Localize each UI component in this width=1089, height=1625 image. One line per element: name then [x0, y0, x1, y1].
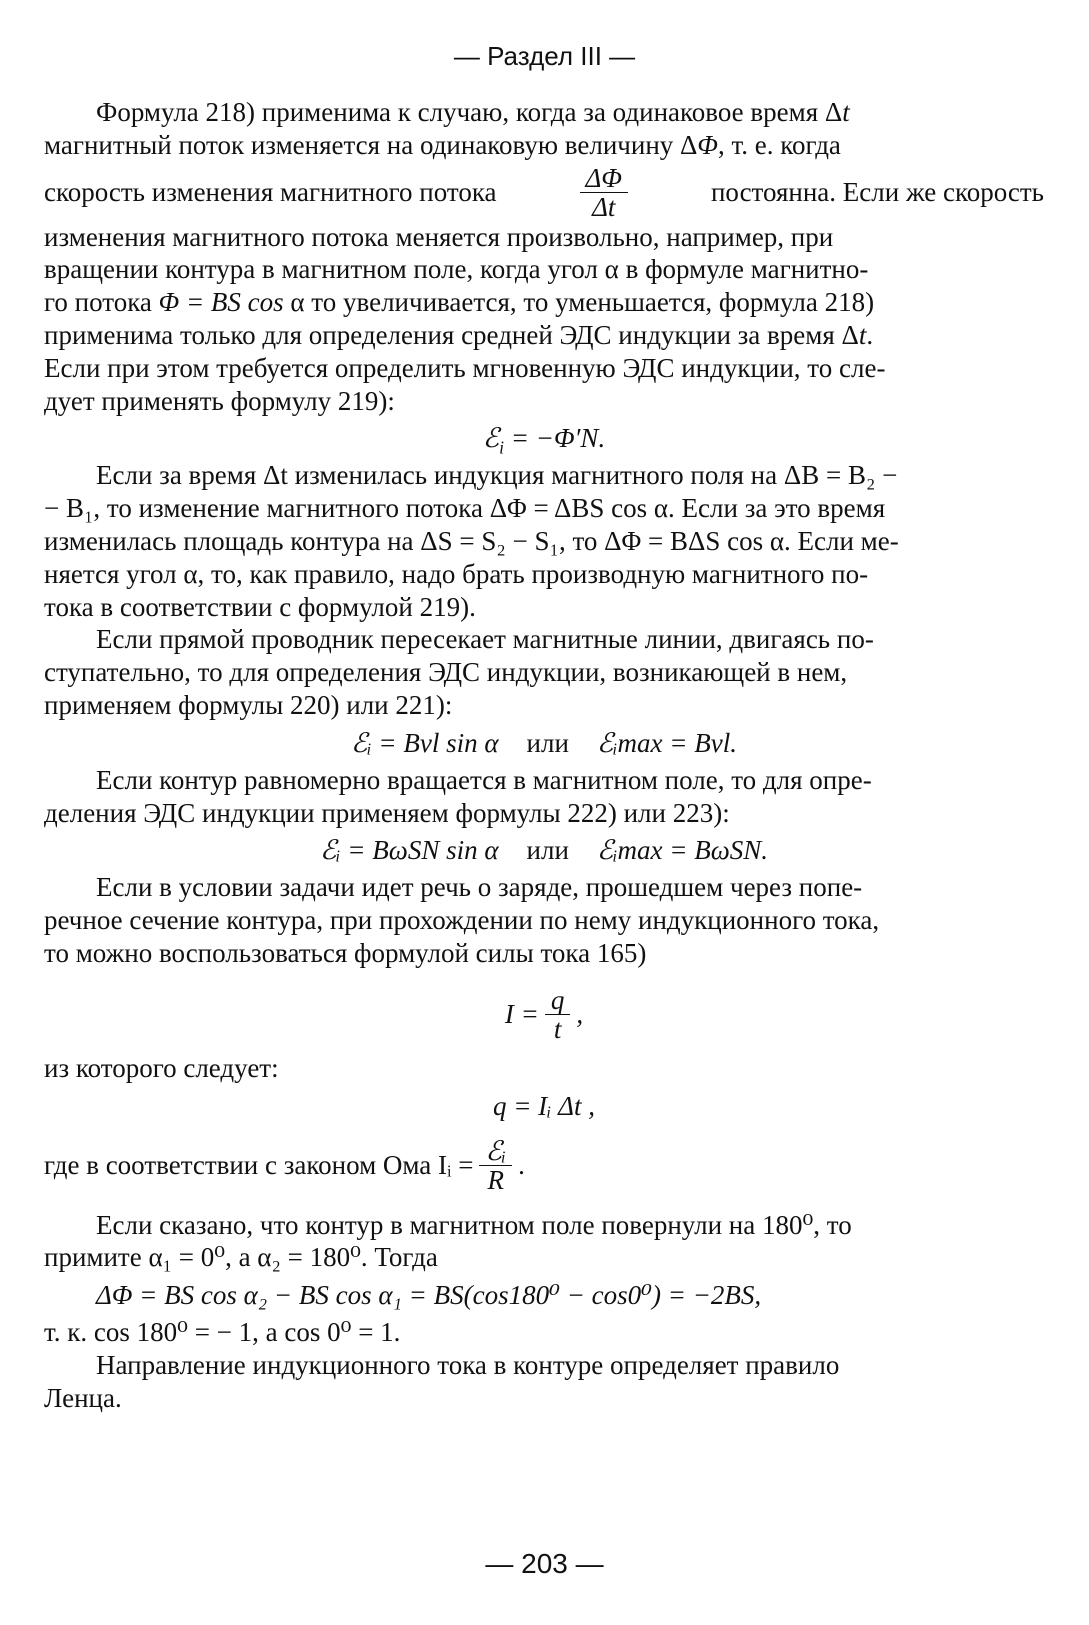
- paragraph-line: из которого следует:: [44, 1052, 279, 1083]
- paragraph-line: применяем формулы 220) или 221):: [44, 689, 453, 720]
- text-span: магнитный поток изменяется на одинаковую величину ΔΦ, т. е. когда: [44, 129, 841, 160]
- paragraph-line: Если контур равномерно вращается в магнитном поле, то для опре-: [96, 764, 872, 795]
- paragraph-line: Если при этом требуется определить мгновенную ЭДС индукции, то сле-: [44, 352, 886, 383]
- text-span: скорость изменения магнитного потока: [44, 176, 497, 207]
- paragraph-line: т. к. cos 180⁰ = − 1, a cos 0⁰ = 1.: [44, 1317, 401, 1348]
- page-body: [44, 96, 1044, 1415]
- paragraph-line: Если прямой проводник пересекает магнитные линии, двигаясь по-: [96, 624, 874, 655]
- paragraph-line: изменения магнитного потока меняется произвольно, например, при: [44, 221, 834, 252]
- paragraph-line: [44, 96, 1044, 129]
- section-header: — Раздел III —: [453, 41, 636, 71]
- paragraph-line: вращении контура в магнитном поле, когда угол α в формуле магнитно-: [44, 254, 869, 285]
- fraction-denominator: Δt: [592, 191, 616, 222]
- fraction: [580, 164, 628, 221]
- paragraph-line: речное сечение контура, при прохождении по нему индукционного тока,: [44, 905, 880, 936]
- fraction-numerator: ℰᵢ: [479, 1137, 512, 1166]
- paragraph-line: го потока Φ = BS cos α то увеличивается, то уменьшается, формула 218): [44, 287, 875, 318]
- text-span: постоянна. Если же скорость: [710, 176, 1044, 207]
- paragraph-line: деления ЭДС индукции применяем формулы 222) или 223):: [44, 797, 730, 828]
- paragraph-line: то можно воспользоваться формулой силы тока 165): [44, 937, 647, 968]
- math-var: t: [842, 97, 850, 127]
- paragraph-line: тока в соответствии с формулой 219).: [44, 591, 476, 622]
- formula-current: [44, 978, 1044, 1052]
- paragraph-line: применима только для определения средней ЭДС индукции за время Δt.: [44, 319, 874, 350]
- formula-charge: q = Iᵢ Δt ,: [492, 1090, 596, 1121]
- paragraph-line: Ленца.: [44, 1382, 122, 1413]
- paragraph-line-ohm-law: [44, 1131, 1044, 1201]
- paragraph-line: дует применять формулу 219):: [44, 385, 395, 416]
- paragraph-line: Если в условии задачи идет речь о заряде, прошедшем через попе-: [96, 872, 863, 903]
- formula-emf-rotating-loop: ℰᵢ = BωSN sin α или ℰᵢmax = BωSN.: [319, 835, 769, 866]
- paragraph-line: ступательно, то для определения ЭДС индукции, возникающей в нем,: [44, 657, 848, 688]
- fraction-denominator: t: [553, 1014, 562, 1045]
- text-span: Формула 218) применима к случаю, когда за одинаковое время Δ: [96, 97, 843, 127]
- formula-tail: ,: [576, 999, 584, 1030]
- formula-flux-change: ΔΦ = BS cos α₂ − BS cos α₁ = BS(cos180⁰ − cos0⁰) = −2BS,: [96, 1280, 762, 1311]
- paragraph-line: няется угол α, то, как правило, надо брать производную магнитного по-: [44, 558, 869, 589]
- fraction: [545, 986, 571, 1043]
- paragraph-line-with-fraction: [44, 164, 1044, 221]
- text-span: где в соответствии с законом Ома Iᵢ =: [44, 1150, 474, 1181]
- paragraph-line: Направление индукционного тока в контуре определяет правило: [96, 1349, 840, 1380]
- fraction-denominator: R: [487, 1165, 504, 1196]
- fraction: [479, 1137, 512, 1194]
- fraction-numerator: ΔΦ: [580, 164, 628, 193]
- paragraph-line: Если сказано, что контур в магнитном поле повернули на 180⁰, то: [96, 1209, 852, 1240]
- paragraph-line: − B₁, то изменение магнитного потока ΔΦ = ΔBS cos α. Если за это время: [44, 493, 886, 524]
- fraction-numerator: q: [545, 986, 571, 1015]
- formula-emf-derivative: ℰ$_i$ = −Φ′N.: [482, 423, 606, 458]
- paragraph-line: [44, 129, 1044, 162]
- page-number: — 203 —: [485, 1548, 604, 1579]
- text-span: .: [518, 1150, 525, 1181]
- formula-emf-moving-conductor: ℰᵢ = Bvl sin α или ℰᵢmax = Bvl.: [351, 727, 737, 758]
- paragraph-line: изменилась площадь контура на ΔS = S₂ − S₁, то ΔΦ = BΔS cos α. Если ме-: [44, 525, 899, 556]
- formula-lhs: I =: [504, 999, 539, 1030]
- paragraph-line: Если за время Δt изменилась индукция магнитного поля на ΔB = B₂ −: [96, 460, 898, 491]
- paragraph-line: примите α₁ = 0⁰, а α₂ = 180⁰. Тогда: [44, 1242, 438, 1273]
